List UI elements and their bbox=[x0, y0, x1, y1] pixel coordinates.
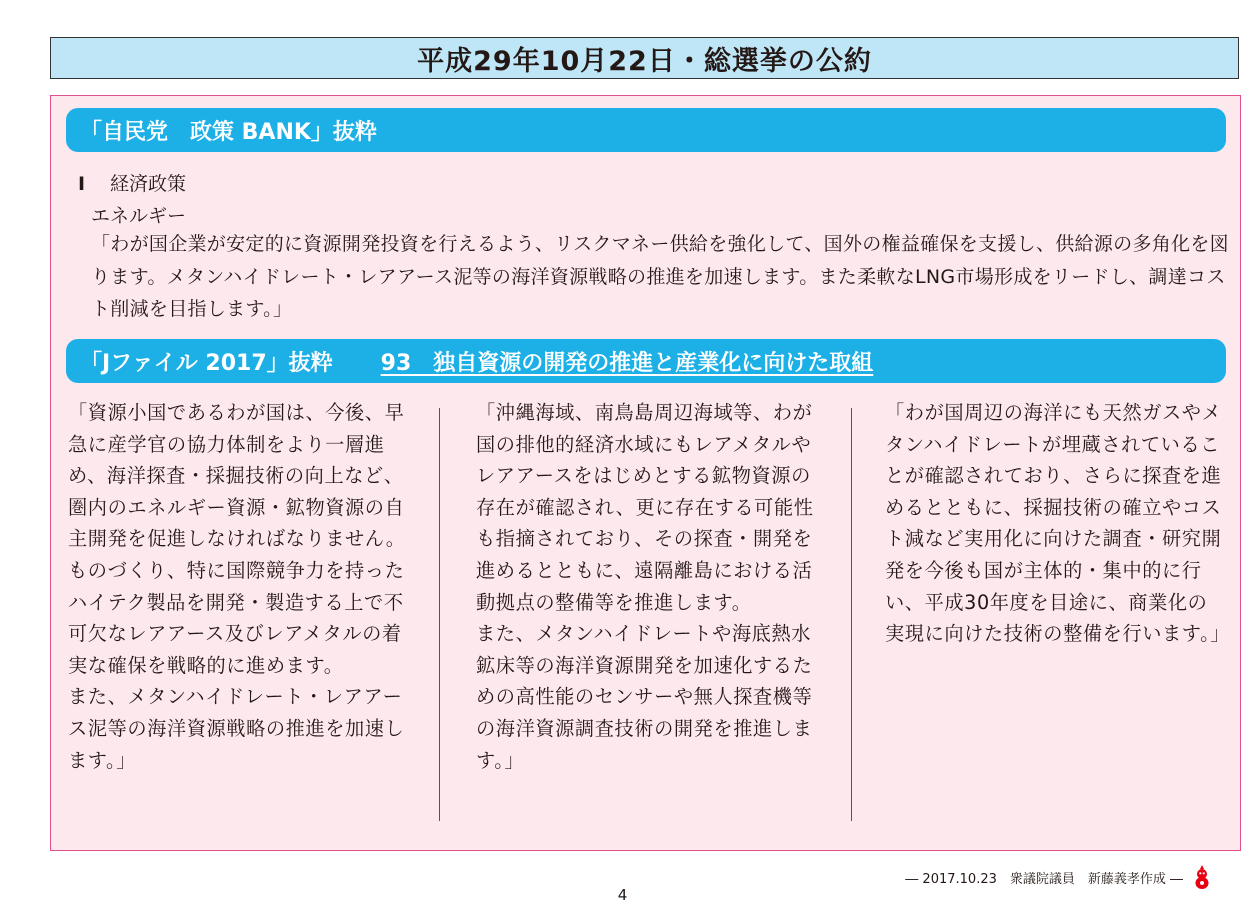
section-bar-label: 「Jファイル 2017」抜粋 bbox=[80, 350, 333, 376]
page-number: 4 bbox=[617, 886, 628, 904]
text-column-2 bbox=[476, 397, 822, 776]
section-bar-label: 「自民党 政策 BANK」抜粋 bbox=[80, 119, 377, 145]
section-bar-j-file bbox=[66, 339, 1226, 383]
column-paragraph: ものづくり、特に国際競争力を持ったハイテク製品を開発・製造する上で不可欠なレアアース及びレアメタルの着実な確保を戦略的に進めます。 bbox=[68, 558, 405, 677]
column-paragraph: 「資源小国であるわが国は、今後、早急に産学官の協力体制をより一層進め、海洋探査・採掘技術の向上など、圏内のエネルギー資源・鉱物資源の自主開発を促進しなければなりません。 bbox=[68, 401, 406, 551]
text-column-3 bbox=[885, 397, 1231, 650]
section-bar-reference: 93 独自資源の開発の推進と産業化に向けた取組 bbox=[380, 350, 874, 376]
text-column-1 bbox=[68, 397, 412, 776]
page-title: 平成29年10月22日・総選挙の公約 bbox=[50, 37, 1239, 79]
section-heading bbox=[78, 169, 186, 196]
column-paragraph: 「わが国周辺の海洋にも天然ガスやメタンハイドレートが埋蔵されていることが確認されており、さらに探査を進めるとともに、採掘技術の確立やコスト減など実用化に向けた調査・研究開発を今後も国が主体的・集中的に行い、平成30年度を目途に、商業化の実現に向けた技術の整備を行います。」 bbox=[885, 401, 1231, 646]
subsection-heading: エネルギー bbox=[91, 205, 187, 227]
column-divider bbox=[851, 408, 852, 821]
policy-quote: 「わが国企業が安定的に資源開発投資を行えるよう、リスクマネー供給を強化して、国外の権益確保を支援し、供給源の多角化を図ります。メタンハイドレート・レアアース泥等の海洋資源戦略の推進を加速します。また柔軟なLNG市場形成をリードし、調達コスト削減を目指します。」 bbox=[91, 233, 1229, 320]
column-paragraph: 「沖縄海域、南鳥島周辺海域等、わが国の排他的経済水域にもレアメタルやレアアースをはじめとする鉱物資源の存在が確認され、更に存在する可能性も指摘されており、その探査・開発を進めるとともに、遠隔離島における活動拠点の整備等を推進します。 bbox=[476, 401, 814, 614]
column-divider bbox=[439, 408, 440, 821]
column-paragraph: また、メタンハイドレート・レアアース泥等の海洋資源戦略の推進を加速します。」 bbox=[68, 685, 405, 772]
column-paragraph: また、メタンハイドレートや海底熱水鉱床等の海洋資源開発を加速化するための高性能のセンサーや無人探査機等の海洋資源調査技術の開発を推進します。」 bbox=[476, 622, 813, 772]
footer-text: ― 2017.10.23 衆議院議員 新藤義孝作成 ― bbox=[905, 871, 1183, 887]
section-bar-policy-bank bbox=[66, 108, 1226, 152]
section-heading-label: 経済政策 bbox=[110, 173, 187, 195]
section-heading-number: Ⅰ bbox=[78, 173, 86, 195]
